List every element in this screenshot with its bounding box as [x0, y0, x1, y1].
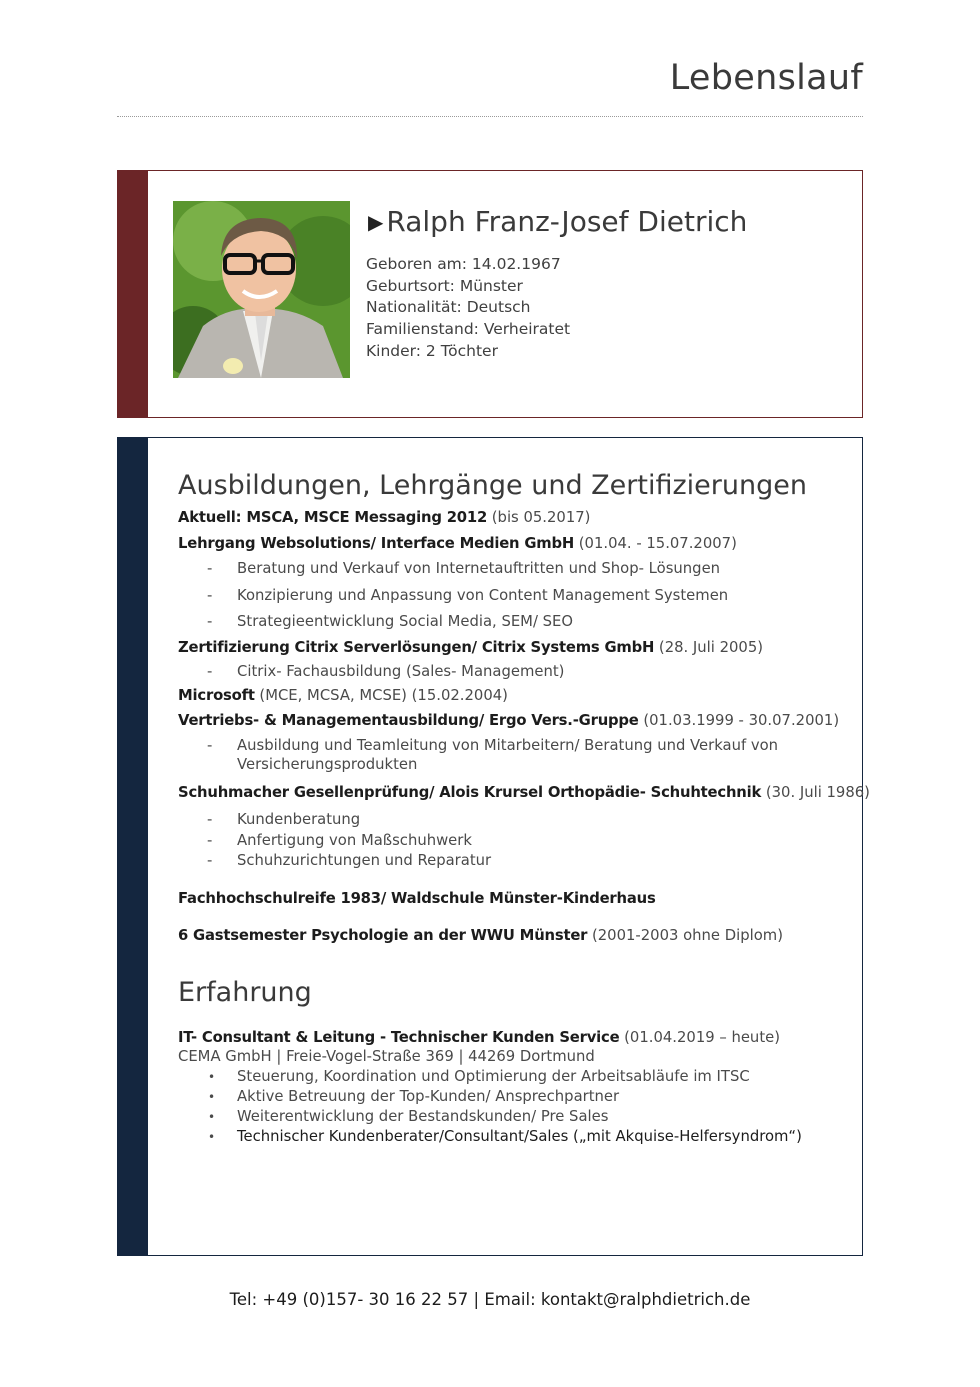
- resume-content: [178, 468, 870, 1146]
- education-entry: [178, 927, 842, 945]
- main-accent-bar: [118, 438, 148, 1255]
- entry-title: Zertifizierung Citrix Serverlösungen/ Citrix Systems GmbH: [178, 638, 655, 656]
- resume-main-card: [117, 437, 870, 1256]
- detail-birthplace: Geburtsort: Münster: [366, 276, 523, 295]
- entry-date: (28. Juli 2005): [654, 638, 764, 656]
- list-item: - Citrix- Fachausbildung (Sales- Management): [207, 662, 565, 680]
- contact-footer: Tel: +49 (0)157- 30 16 22 57 | Email: kontakt@ralphdietrich.de: [229, 1290, 751, 1309]
- page-title: Lebenslauf: [669, 58, 863, 98]
- list-item: - Beratung und Verkauf von Internetauftritten und Shop- Lösungen: [207, 560, 721, 577]
- experience-section-title: Erfahrung: [178, 976, 312, 1008]
- entry-bullets: [178, 737, 842, 774]
- profile-name: [368, 205, 747, 238]
- entry-title: Schuhmacher Gesellenprüfung/ Alois Krursel Orthopädie- Schuhtechnik: [178, 784, 762, 801]
- entry-title: 6 Gastsemester Psychologie an der WWU Münster: [178, 926, 588, 944]
- job-date: (01.04.2019 – heute): [619, 1028, 780, 1046]
- entry-title: Fachhochschulreife 1983/ Waldschule Münster-Kinderhaus: [178, 889, 656, 907]
- detail-children: Kinder: 2 Töchter: [366, 341, 498, 360]
- entry-date: (bis 05.2017): [487, 509, 591, 526]
- education-entry: [178, 639, 842, 657]
- detail-marital-status: Familienstand: Verheiratet: [366, 320, 571, 339]
- education-entry: [178, 890, 842, 908]
- list-item: • Technischer Kundenberater/Consultant/Sales („mit Akquise-Helfersyndrom“): [208, 1127, 802, 1145]
- triangle-right-icon: ▶: [368, 209, 384, 234]
- entry-bullets: [178, 811, 842, 871]
- list-item: • Aktive Betreuung der Top-Kunden/ Ansprechpartner: [208, 1087, 620, 1105]
- profile-name-text: Ralph Franz-Josef Dietrich: [386, 205, 748, 238]
- profile-accent-bar: [118, 171, 148, 417]
- list-item: - Konzipierung und Anpassung von Content Management Systemen: [207, 586, 729, 604]
- experience-entry: [178, 1029, 842, 1047]
- list-item: - Anfertigung von Maßschuhwerk: [207, 831, 472, 849]
- profile-photo: [173, 201, 350, 378]
- entry-date: (30. Juli 1986): [761, 784, 870, 801]
- entry-title: Vertriebs- & Managementausbildung/ Ergo Vers.-Gruppe: [178, 712, 639, 729]
- profile-details: [366, 254, 570, 363]
- entry-date: (MCE, MCSA, MCSE) (15.02.2004): [254, 687, 508, 704]
- education-entry: [178, 687, 842, 705]
- list-item: • Weiterentwicklung der Bestandskunden/ Pre Sales: [208, 1107, 609, 1125]
- entry-title: Lehrgang Websolutions/ Interface Medien GmbH: [178, 535, 575, 552]
- detail-birthdate: Geboren am: 14.02.1967: [366, 255, 561, 273]
- list-item: - Kundenberatung: [207, 811, 361, 828]
- title-divider: [117, 116, 863, 117]
- job-title: IT- Consultant & Leitung - Technischer Kunden Service: [178, 1028, 620, 1046]
- entry-date: (01.03.1999 - 30.07.2001): [638, 712, 840, 729]
- entry-date: (2001-2003 ohne Diplom): [587, 926, 783, 944]
- education-entry: [178, 784, 870, 802]
- list-item: - Strategieentwicklung Social Media, SEM/ SEO: [207, 613, 574, 630]
- entry-bullets: [178, 560, 842, 632]
- detail-nationality: Nationalität: Deutsch: [366, 298, 531, 317]
- profile-photo-image: [173, 201, 350, 378]
- education-entry: [178, 509, 842, 527]
- education-entry: [178, 712, 842, 730]
- job-bullets: [178, 1068, 842, 1147]
- profile-card: [117, 170, 863, 418]
- education-section-title: Ausbildungen, Lehrgänge und Zertifizierungen: [178, 470, 807, 501]
- list-item: • Steuerung, Koordination und Optimierung der Arbeitsabläufe im ITSC: [208, 1067, 750, 1085]
- list-item: - Ausbildung und Teamleitung von Mitarbeitern/ Beratung und Verkauf von Versicherungsprodukten: [207, 737, 779, 773]
- entry-title: Microsoft: [178, 687, 255, 704]
- list-item: - Schuhzurichtungen und Reparatur: [207, 852, 492, 869]
- entry-date: (01.04. - 15.07.2007): [574, 535, 737, 552]
- job-company: CEMA GmbH | Freie-Vogel-Straße 369 | 44269 Dortmund: [178, 1047, 595, 1065]
- entry-title: Aktuell: MSCA, MSCE Messaging 2012: [178, 509, 488, 526]
- education-entry: [178, 535, 842, 553]
- entry-bullets: [178, 663, 842, 682]
